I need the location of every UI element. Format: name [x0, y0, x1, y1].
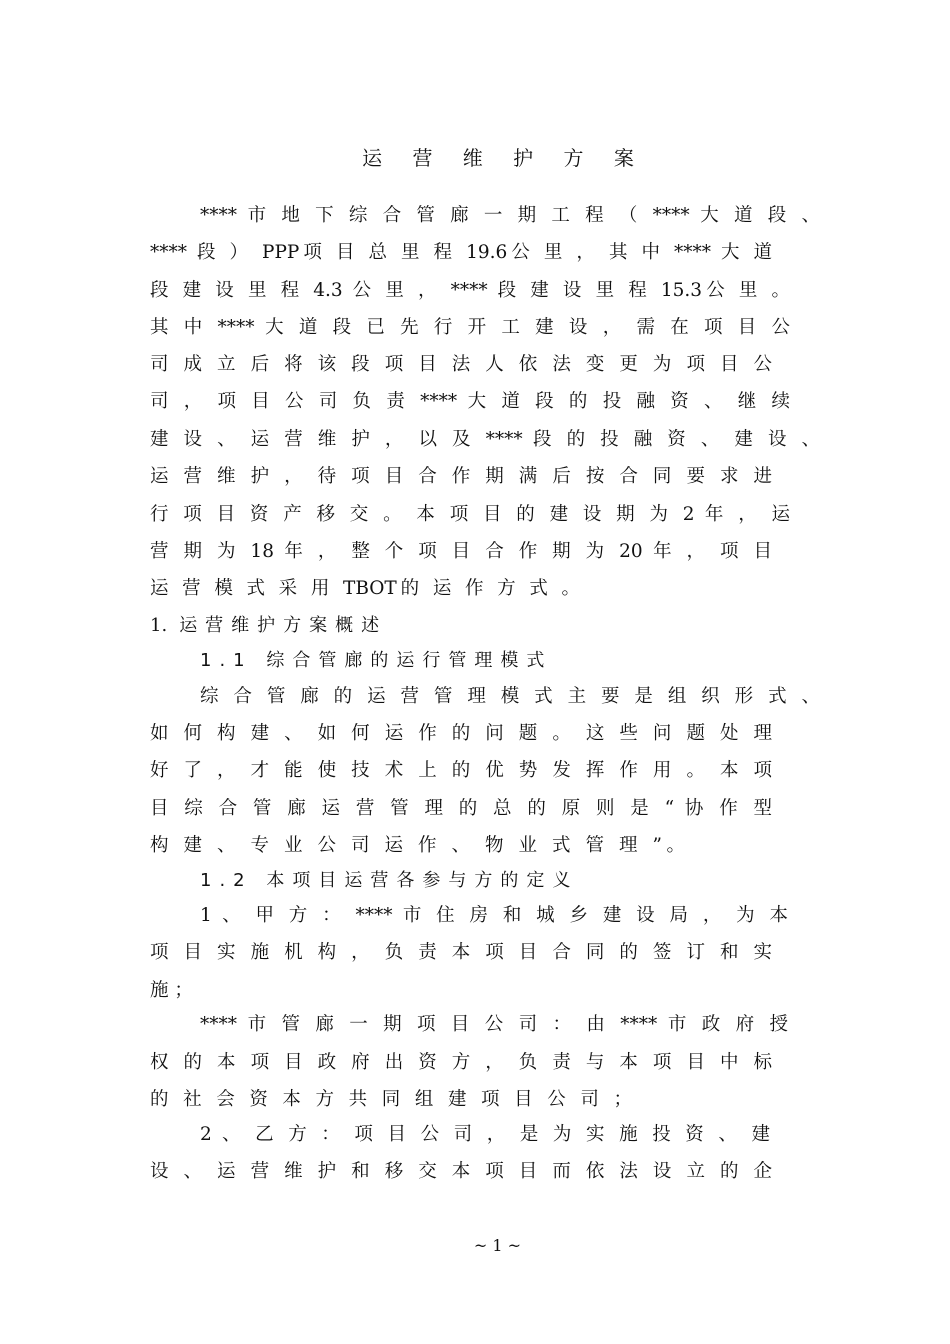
paragraph-line: 行 项 目 资 产 移 交 。 本 项 目 的 建 设 期 为 2 年 ， 运 — [150, 504, 790, 525]
subsection-heading: 1.2 本项目运营各参与方的定义 — [200, 870, 579, 891]
paragraph-line: 设 、 运 营 维 护 和 移 交 本 项 目 而 依 法 设 立 的 企 — [150, 1161, 772, 1182]
paragraph-line: 权 的 本 项 目 政 府 出 资 方 ， 负 责 与 本 项 目 中 标 — [150, 1052, 772, 1073]
section-number: 1. — [150, 615, 168, 636]
page-number: ~ 1 ~ — [473, 1236, 522, 1255]
document-title: 运 营 维 护 方 案 — [362, 146, 646, 170]
subsection-heading: 1.1 综合管廊的运行管理模式 — [200, 650, 553, 671]
section-heading — [150, 614, 387, 638]
paragraph-line: 其 中 **** 大 道 段 已 先 行 开 工 建 设 ， 需 在 项 目 公 — [150, 317, 790, 338]
paragraph-line: 运 营 模 式 采 用 TBOT的 运 作 方 式 。 — [150, 578, 580, 599]
paragraph-line: 好 了 ， 才 能 使 技 术 上 的 优 势 发 挥 作 用 。 本 项 — [150, 760, 772, 781]
paragraph-line: **** 市 管 廊 一 期 项 目 公 司 ： 由 **** 市 政 府 授 — [200, 1014, 788, 1035]
paragraph-line: 1 、 甲 方 ： **** 市 住 房 和 城 乡 建 设 局 ， 为 本 — [200, 905, 788, 926]
paragraph-line: 段 建 设 里 程 4.3 公 里 ， **** 段 建 设 里 程 15.3公 里 。 — [150, 280, 790, 301]
paragraph-line: **** 市 地 下 综 合 管 廊 一 期 工 程 （ **** 大 道 段 、 — [200, 205, 820, 226]
paragraph-line: 的 社 会 资 本 方 共 同 组 建 项 目 公 司 ； — [150, 1089, 632, 1110]
paragraph-line: 2 、 乙 方 ： 项 目 公 司 ， 是 为 实 施 投 资 、 建 — [200, 1124, 770, 1145]
paragraph-line: 司 成 立 后 将 该 段 项 目 法 人 依 法 变 更 为 项 目 公 — [150, 354, 772, 375]
paragraph-line: 司 ， 项 目 公 司 负 责 **** 大 道 段 的 投 融 资 、 继 续 — [150, 391, 790, 412]
paragraph-line: 建 设 、 运 营 维 护 ， 以 及 **** 段 的 投 融 资 、 建 设 、 — [150, 429, 820, 450]
paragraph-line: 目 综 合 管 廊 运 营 管 理 的 总 的 原 则 是 “ 协 作 型 — [150, 798, 772, 819]
section-title: 运营维护方案概述 — [179, 615, 388, 636]
paragraph-line: 营 期 为 18 年 ， 整 个 项 目 合 作 期 为 20 年 ， 项 目 — [150, 541, 772, 562]
paragraph-line: 综 合 管 廊 的 运 营 管 理 模 式 主 要 是 组 织 形 式 、 — [200, 686, 820, 707]
paragraph-line: 施 ； — [150, 980, 193, 1001]
paragraph-line: 如 何 构 建 、 如 何 运 作 的 问 题 。 这 些 问 题 处 理 — [150, 723, 772, 744]
paragraph-line: **** 段 ） PPP项 目 总 里 程 19.6公 里 ， 其 中 **** 大 道 — [150, 242, 772, 263]
paragraph-line: 项 目 实 施 机 构 ， 负 责 本 项 目 合 同 的 签 订 和 实 — [150, 942, 772, 963]
paragraph-line: 构 建 、 专 业 公 司 运 作 、 物 业 式 管 理 ”。 — [150, 835, 685, 856]
paragraph-line: 运 营 维 护 ， 待 项 目 合 作 期 满 后 按 合 同 要 求 进 — [150, 466, 772, 487]
